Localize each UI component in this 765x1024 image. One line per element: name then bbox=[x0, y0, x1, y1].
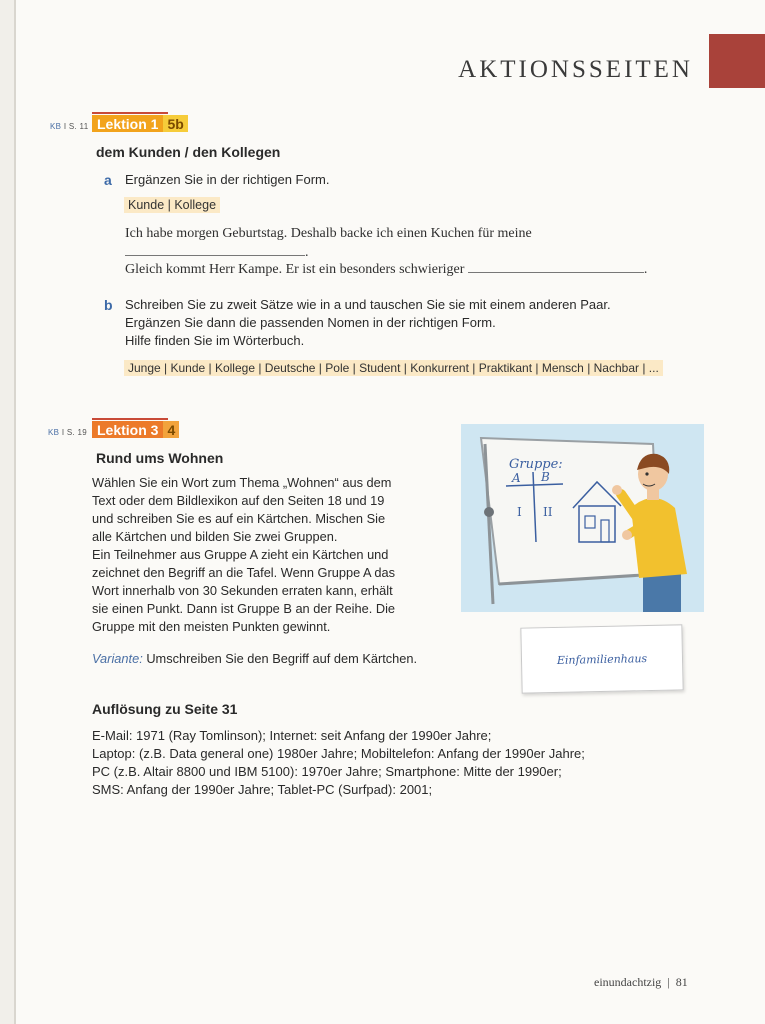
paragraph-line: Wählen Sie ein Wort zum Thema „Wohnen“ aus dem bbox=[92, 475, 392, 490]
answer-line: SMS: Anfang der 1990er Jahre; Tablet-PC (Surfpad): 2001; bbox=[92, 782, 433, 797]
lesson3-tag-name: Lektion 3 bbox=[92, 421, 163, 438]
answer-blank[interactable] bbox=[468, 262, 644, 273]
lesson1-tag-name: Lektion 1 bbox=[92, 115, 163, 132]
kb-label: KB bbox=[48, 428, 60, 437]
task-a-sentence-1 bbox=[125, 226, 532, 242]
answer-blank[interactable] bbox=[125, 245, 305, 256]
answer-line: E-Mail: 1971 (Ray Tomlinson); Internet: seit Anfang der 1990er Jahre; bbox=[92, 728, 492, 743]
task-a-letter: a bbox=[104, 172, 112, 188]
board-col-a: A bbox=[512, 471, 521, 485]
task-a-instruction: Ergänzen Sie in der richtigen Form. bbox=[125, 172, 330, 187]
whiteboard-illustration bbox=[461, 424, 704, 612]
paragraph-line: zeichnet den Begriff an die Tafel. Wenn Gruppe A das bbox=[92, 565, 396, 580]
board-heading: Gruppe: bbox=[509, 457, 563, 472]
paragraph-line: alle Kärtchen und bilden Sie zwei Gruppen. bbox=[92, 529, 338, 544]
paragraph-line: sie einen Punkt. Dann ist Gruppe B an der Reihe. Die bbox=[92, 601, 396, 616]
task-a-wordbox: Kunde | Kollege bbox=[124, 197, 220, 213]
paragraph-line: Gruppe mit den meisten Punkten gewinnt. bbox=[92, 619, 331, 634]
task-b-line-1: Schreiben Sie zu zweit Sätze wie in a und tauschen Sie sie mit einem anderen Paar. bbox=[125, 297, 611, 312]
answers-title: Auflösung zu Seite 31 bbox=[92, 701, 238, 717]
task-a-sentence-2: Gleich kommt Herr Kampe. Er ist ein besonders schwieriger . bbox=[125, 262, 648, 277]
kb-reference-lesson1 bbox=[50, 122, 88, 131]
paragraph-line: Ein Teilnehmer aus Gruppe A zieht ein Kärtchen und bbox=[92, 547, 389, 562]
page bbox=[14, 0, 765, 1024]
lesson3-tag bbox=[92, 421, 179, 438]
task-b-line-3: Hilfe finden Sie im Wörterbuch. bbox=[125, 333, 305, 348]
task-b-instruction bbox=[125, 296, 611, 350]
paragraph-line: und schreiben Sie es auf ein Kärtchen. Mischen Sie bbox=[92, 511, 386, 526]
lesson3-title: Rund ums Wohnen bbox=[96, 450, 224, 466]
lesson3-paragraph bbox=[92, 474, 395, 636]
page-footer bbox=[594, 975, 688, 990]
sentence-1-text: Ich habe morgen Geburtstag. Deshalb backe ich einen Kuchen für meine bbox=[125, 226, 532, 241]
sentence-2-text: Gleich kommt Herr Kampe. Er ist ein besonders schwieriger bbox=[125, 262, 465, 277]
lesson3-tag-number: 4 bbox=[163, 421, 179, 438]
page-header-title: AKTIONSSEITEN bbox=[458, 56, 693, 83]
variant-label: Variante: bbox=[92, 651, 143, 666]
board-tally-a: I bbox=[517, 505, 522, 519]
answers-block bbox=[92, 727, 585, 799]
kb-reference-lesson3 bbox=[48, 428, 87, 437]
footer-separator: | bbox=[667, 975, 670, 989]
header-color-block bbox=[709, 34, 765, 88]
task-b-line-2: Ergänzen Sie dann die passenden Nomen in der richtigen Form. bbox=[125, 315, 496, 330]
board-tally-b: II bbox=[543, 505, 553, 519]
variant-text: Umschreiben Sie den Begriff auf dem Kärtchen. bbox=[146, 651, 418, 666]
answer-line: Laptop: (z.B. Data general one) 1980er Jahre; Mobiltelefon: Anfang der 1990er Jahre; bbox=[92, 746, 585, 761]
paragraph-line: Wort innerhalb von 30 Sekunden erraten kann, erhält bbox=[92, 583, 393, 598]
kb-page: I S. 11 bbox=[63, 122, 89, 131]
page-word: einundachtzig bbox=[594, 975, 662, 989]
kb-label: KB bbox=[50, 122, 62, 131]
lesson3-tag-rule bbox=[92, 418, 168, 420]
lesson3-variant bbox=[92, 650, 417, 668]
paragraph-line: Text oder dem Bildlexikon auf den Seiten 18 und 19 bbox=[92, 493, 385, 508]
board-col-b: B bbox=[541, 470, 550, 484]
lesson1-tag-rule bbox=[92, 112, 168, 114]
page-number: 81 bbox=[675, 975, 688, 989]
answer-line: PC (z.B. Altair 8800 und IBM 5100): 1970er Jahre; Smartphone: Mitte der 1990er; bbox=[92, 764, 562, 779]
word-card: Einfamilienhaus bbox=[520, 624, 683, 693]
task-b-letter: b bbox=[104, 297, 113, 313]
task-b-wordbox: Junge | Kunde | Kollege | Deutsche | Pole | Student | Konkurrent | Praktikant | Mensch | Nachbar | ... bbox=[124, 360, 663, 376]
lesson1-tag bbox=[92, 115, 188, 132]
lesson1-title: dem Kunden / den Kollegen bbox=[96, 144, 281, 160]
lesson1-tag-number: 5b bbox=[163, 115, 187, 132]
task-a-blank-line-1: . bbox=[125, 245, 309, 261]
kb-page: I S. 19 bbox=[61, 428, 88, 437]
